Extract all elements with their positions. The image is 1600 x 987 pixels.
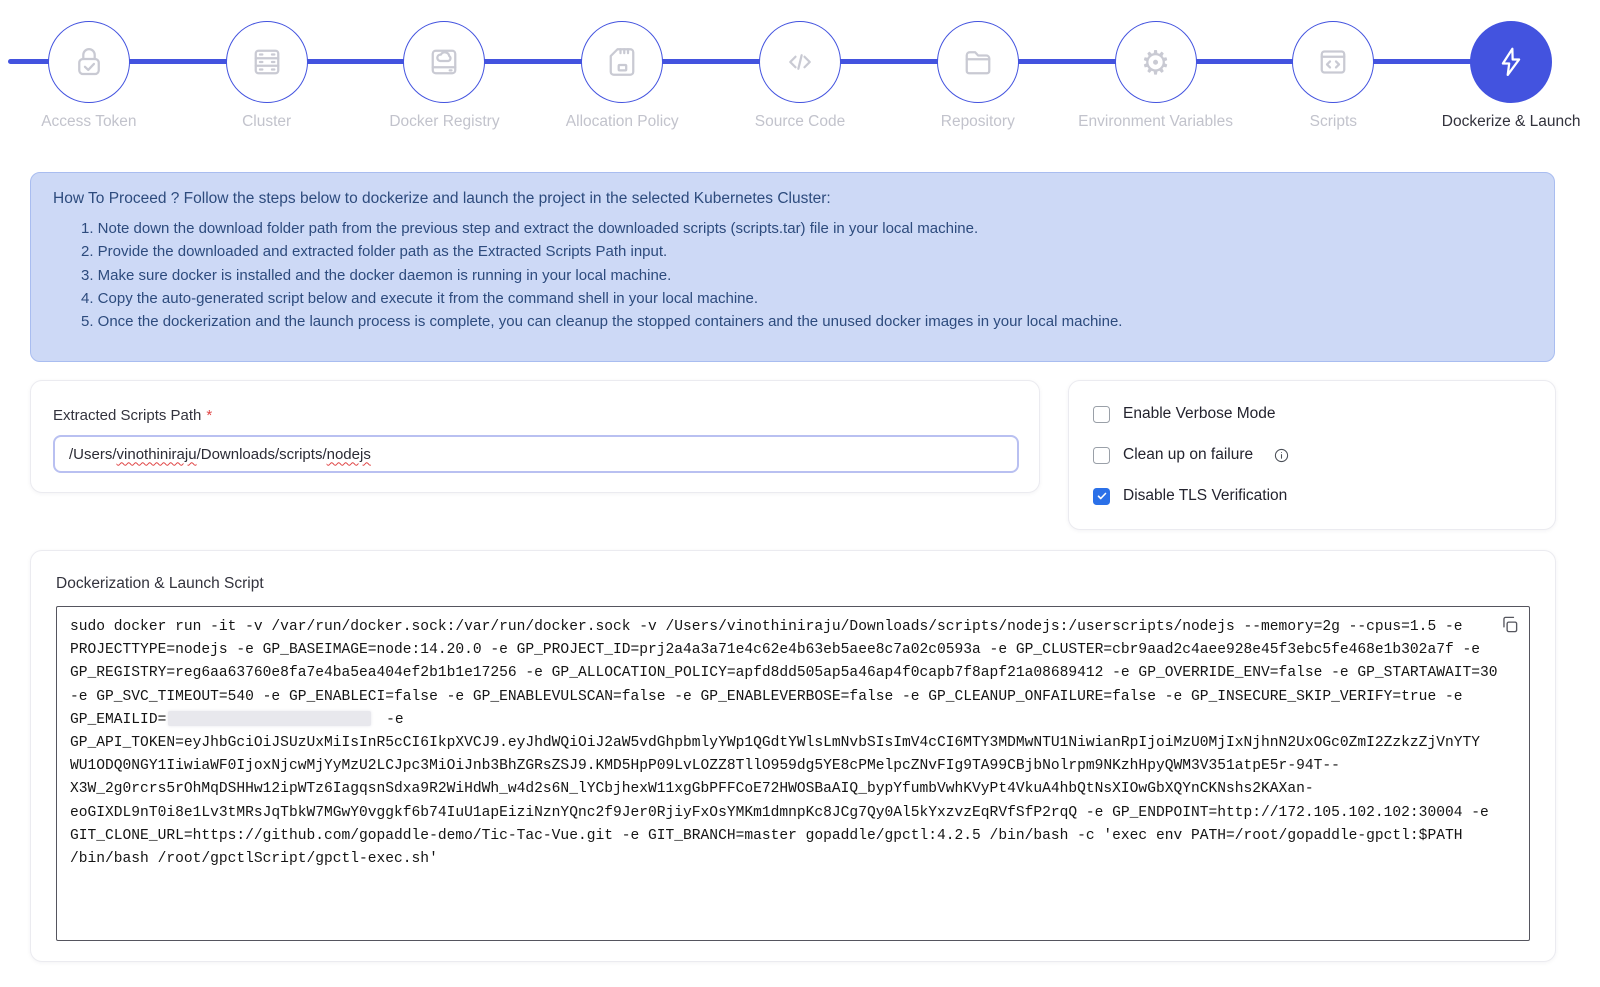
script-line: eoGIXDL9nT0i8e1Lv3tMRsJqTbkW7MGwY0vggkf6b74IuU1apEiziNznYQnc2f9Jer0RjiyFxOsYMKm1dmnpKc8JCg7Qy0Al5kYxzvzEqRVfSfP2rqQ -e GP_ENDPOINT=http://172.105.102.102:30004 -e (70, 804, 1489, 821)
path-segment-misspelled: nodejs (326, 445, 371, 463)
option-label: Enable Verbose Mode (1123, 405, 1276, 422)
wizard-stepper (0, 0, 1600, 150)
instruction-step: 3. Make sure docker is installed and the docker daemon is running in your local machine. (81, 266, 672, 284)
scripts-icon (1315, 44, 1351, 80)
step-circle (1115, 21, 1197, 103)
step-label: Source Code (754, 113, 846, 130)
path-segment: /Users/ (69, 445, 117, 463)
step-label: Cluster (242, 113, 292, 130)
extracted-scripts-path-input[interactable] (53, 435, 1019, 473)
launch-script-code (56, 606, 1530, 941)
option-row-clean-up-on-failure (1093, 443, 1531, 467)
step-circle (1292, 21, 1374, 103)
instruction-step: 4. Copy the auto-generated script below and execute it from the command shell in your local machine. (81, 289, 759, 307)
step-circle (937, 21, 1019, 103)
step-label: Environment Variables (1078, 113, 1233, 130)
step-label: Docker Registry (389, 113, 500, 130)
required-asterisk: * (206, 407, 213, 424)
source-code-icon (782, 44, 818, 80)
launch-script-card (30, 550, 1556, 962)
docker-registry-icon (426, 44, 462, 80)
step-circle (1470, 21, 1552, 103)
script-line: GP_API_TOKEN=eyJhbGciOiJSUzUxMiIsInR5cCI6IkpXVCJ9.eyJhdWQiOiJ2aW5vdGhpbmlyYWp1QGdtYWlsLmNvbSIsImV4cCI6MTY3MDMwNTU1NiwianRpIjoiMzU0MjIxNjhnN2UxOGc0ZmI2ZzkzZjVnYTY (70, 735, 1480, 752)
environment-variables-icon: ⚙ (1140, 43, 1171, 81)
stepper-step-dockerize-launch[interactable] (1422, 0, 1600, 150)
instruction-step: 1. Note down the download folder path from the previous step and extract the downloaded scripts (scripts.tar) file in your local machine. (81, 220, 979, 237)
field-label-text: Extracted Scripts Path (53, 407, 202, 424)
copy-icon (1500, 615, 1519, 634)
instruction-list (53, 217, 1532, 333)
option-label: Clean up on failure (1123, 446, 1254, 463)
instruction-step: 5. Once the dockerization and the launch process is complete, you can cleanup the stopped containers and the unused docker images in your local machine. (81, 313, 1123, 331)
extracted-scripts-path-card (30, 380, 1040, 493)
script-title: Dockerization & Launch Script (56, 575, 264, 592)
extracted-scripts-path-label (53, 407, 1017, 424)
script-line: GIT_CLONE_URL=https://github.com/gopaddle-demo/Tic-Tac-Vue.git -e GIT_BRANCH=master gopaddle/gpctl:4.2.5 /bin/bash -c 'exec env PATH=/root/gopaddle-gpctl:$PATH (70, 827, 1463, 844)
launch-bolt-icon (1493, 44, 1529, 80)
step-circle (226, 21, 308, 103)
script-line: -e GP_SVC_TIMEOUT=540 -e GP_ENABLECI=false -e GP_ENABLEVULSCAN=false -e GP_ENABLEVERBOSE=false -e GP_CLEANUP_ONFAILURE=false -e GP_INSECURE_SKIP_VERIFY=true -e (70, 688, 1463, 705)
script-line: GP_EMAILID= -e (70, 711, 404, 728)
script-line: /bin/bash /root/gpctlScript/gpctl-exec.sh' (70, 851, 438, 868)
step-label: Allocation Policy (565, 113, 679, 130)
step-label: Dockerize & Launch (1441, 113, 1581, 130)
wizard-steps (0, 0, 1600, 150)
script-line: WU1ODQ0NGY1IiwiaWF0IjoxNjcwMjYyMzU2LCJpc3MiOiJnb3BhZGRsZSJ9.KMD5HpP09LvLOZZ8TllO959dg5YE8cPMelpcZNvFIg9TA99CBjbNolrpm9NKzhHpyQWM3V351atpE5r-94T-- (70, 758, 1340, 775)
step-circle (581, 21, 663, 103)
repository-icon (960, 44, 996, 80)
how-to-proceed-note (30, 172, 1555, 362)
option-label: Disable TLS Verification (1123, 487, 1288, 504)
stepper-step-cluster[interactable] (178, 0, 356, 150)
stepper-step-repository[interactable] (889, 0, 1067, 150)
redacted-email-value (168, 711, 371, 726)
path-segment: /Downloads/scripts/ (196, 445, 327, 463)
disable-tls-verification-checkbox[interactable] (1093, 488, 1110, 505)
info-icon[interactable] (1273, 447, 1290, 464)
clean-up-on-failure-checkbox[interactable] (1093, 447, 1110, 464)
note-title: How To Proceed ? Follow the steps below to dockerize and launch the project in the selected Kubernetes Cluster: (53, 190, 831, 207)
script-line: PROJECTTYPE=nodejs -e GP_BASEIMAGE=node:14.20.0 -e GP_PROJECT_ID=prj2a4a3a71e4c62e4b63eb5aee8c7a02c0593a -e GP_CLUSTER=cbr9aad2c4aee928e45f3ebc5fe468e1b302a7f -e (70, 642, 1480, 659)
step-circle (759, 21, 841, 103)
stepper-step-environment-variables[interactable] (1067, 0, 1245, 150)
script-line: X3W_2g0rcrs5rOhMqDSHHw12ipWTz6IagqsnSdxa9R2WiHdWh_w4d2s6N_lYCbjhexW11xgGbPFFCoE72HWOSBaAIQ_bypYfumbVwhKVyPt4VkuA4hbQtNsXIOwGbXQYnCKNshs2KAXan- (70, 781, 1314, 798)
copy-script-button[interactable] (1497, 614, 1521, 638)
step-circle (48, 21, 130, 103)
option-row-disable-tls-verification (1093, 484, 1531, 508)
stepper-step-access-token[interactable] (0, 0, 178, 150)
stepper-step-docker-registry[interactable] (356, 0, 534, 150)
launch-options-panel (1068, 380, 1556, 530)
step-label: Repository (940, 113, 1015, 130)
cluster-icon (249, 44, 285, 80)
allocation-policy-icon (604, 44, 640, 80)
step-circle (403, 21, 485, 103)
instruction-step: 2. Provide the downloaded and extracted folder path as the Extracted Scripts Path input. (81, 243, 668, 261)
stepper-step-scripts[interactable] (1244, 0, 1422, 150)
stepper-step-source-code[interactable] (711, 0, 889, 150)
stepper-step-allocation-policy[interactable] (533, 0, 711, 150)
step-label: Scripts (1309, 113, 1358, 130)
path-segment-misspelled: vinothiniraju (116, 445, 197, 463)
option-row-enable-verbose-mode (1093, 402, 1531, 426)
access-token-icon (71, 44, 107, 80)
enable-verbose-mode-checkbox[interactable] (1093, 406, 1110, 423)
step-label: Access Token (41, 113, 137, 130)
script-line: GP_REGISTRY=reg6aa63760e8fa7e4ba5ea404ef2b1b1e17256 -e GP_ALLOCATION_POLICY=apfd8dd505ap5a46ap4f0capb7f8apf21a08689412 -e GP_OVERRIDE_ENV=false -e GP_STARTAWAIT=30 (70, 665, 1498, 682)
script-line: sudo docker run -it -v /var/run/docker.sock:/var/run/docker.sock -v /Users/vinothiniraju/Downloads/scripts/nodejs:/userscripts/nodejs --memory=2g --cpus=1.5 -e (70, 619, 1463, 635)
script-lines (70, 616, 1516, 871)
